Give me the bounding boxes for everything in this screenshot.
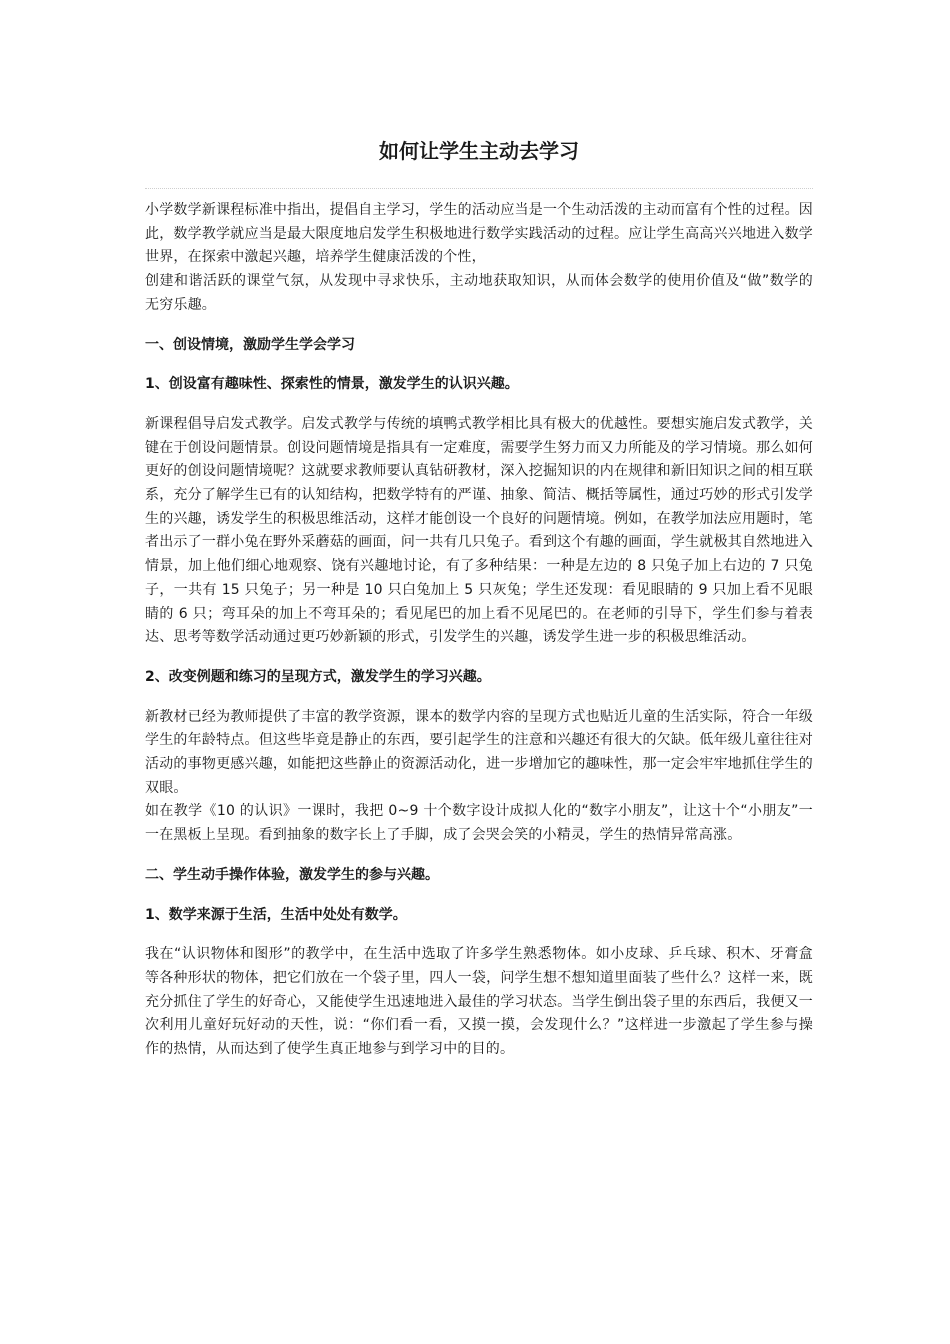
section-2-sub-1-heading: 1、数学来源于生活，生活中处处有数学。: [145, 906, 407, 923]
section-1-sub-1-heading: 1、创设富有趣味性、探索性的情景，激发学生的认识兴趣。: [145, 376, 519, 393]
section-2-heading: 二、学生动手操作体验，激发学生的参与兴趣。: [145, 866, 439, 883]
title-divider: [145, 188, 813, 189]
document-title: 如何让学生主动去学习: [379, 139, 579, 163]
section-1-heading: 一、创设情境，激励学生学会学习: [145, 336, 355, 353]
section-2-sub-1-paragraph: 我在“认识物体和图形”的教学中，在生活中选取了许多学生熟悉物体。如小皮球、乒乓球、积木、牙膏盒等各种形状的物体，把它们放在一个袋子里，四人一袋，问学生想不想知道里面装了些什么？这样一来，既充分抓住了学生的好奇心，又能使学生迅速地进入最佳的学习状态。当学生倒出袋子里的东西后，我便又一次利用儿童好玩好动的天性，说：“你们看一看，又摸一摸，会发现什么？”这样进一步激起了学生参与操作的热情，从而达到了使学生真正地参与到学习中的目的。: [145, 946, 813, 1058]
intro-paragraph-2: 创建和谐活跃的课堂气氛，从发现中寻求快乐，主动地获取知识，从而体会数学的使用价值及“做”数学的无穷乐趣。: [145, 273, 813, 313]
section-1-sub-1-paragraph: 新课程倡导启发式教学。启发式教学与传统的填鸭式教学相比具有极大的优越性。要想实施启发式教学，关键在于创设问题情景。创设问题情境是指具有一定难度，需要学生努力而又力所能及的学习情境。那么如何更好的创设问题情境呢？这就要求教师要认真钻研教材，深入挖掘知识的内在规律和新旧知识之间的相互联系，充分了解学生已有的认知结构，把数学特有的严谨、抽象、简洁、概括等属性，通过巧妙的形式引发学生的兴趣，诱发学生的积极思维活动，这样才能创设一个良好的问题情境。例如，在教学加法应用题时，笔者出示了一群小兔在野外采蘑菇的画面，问一共有几只兔子。看到这个有趣的画面，学生就极其自然地进入情景，加上他们细心地观察、饶有兴趣地讨论，有了多种结果：一种是左边的 8 只兔子加上右边的 7 只兔子，一共有 15 只兔子；另一种是 10 只白兔加上 5 只灰兔；学生还发现：看见眼睛的 9 只加上看不见眼睛的 6 只；弯耳朵的加上不弯耳朵的；看见尾巴的加上看不见尾巴的。在老师的引导下，学生们参与着表达、思考等数学活动通过更巧妙新颖的形式，引发学生的兴趣，诱发学生进一步的积极思维活动。: [145, 415, 813, 646]
document-page: [145, 130, 813, 1062]
intro-paragraph-1: 小学数学新课程标准中指出，提倡自主学习，学生的活动应当是一个生动活泼的主动而富有个性的过程。因此，数学教学就应当是最大限度地启发学生积极地进行数学实践活动的过程。应让学生高高兴兴地进入数学世界，在探索中激起兴趣，培养学生健康活泼的个性，: [145, 202, 813, 266]
section-1-sub-2-paragraph-2: 如在教学《10 的认识》一课时，我把 0~9 十个数字设计成拟人化的“数字小朋友”，让这十个“小朋友”一一在黑板上呈现。看到抽象的数字长上了手脚，成了会哭会笑的小精灵，学生的热情异常高涨。: [145, 803, 813, 844]
section-1-sub-2-paragraph-1: 新教材已经为教师提供了丰富的教学资源，课本的数学内容的呈现方式也贴近儿童的生活实际，符合一年级学生的年龄特点。但这些毕竟是静止的东西，要引起学生的注意和兴趣还有很大的欠缺。低年级儿童往往对活动的事物更感兴趣，如能把这些静止的资源活动化，进一步增加它的趣味性，那一定会牢牢地抓住学生的双眼。: [145, 708, 813, 796]
section-1-sub-2-heading: 2、改变例题和练习的呈现方式，激发学生的学习兴趣。: [145, 668, 491, 685]
